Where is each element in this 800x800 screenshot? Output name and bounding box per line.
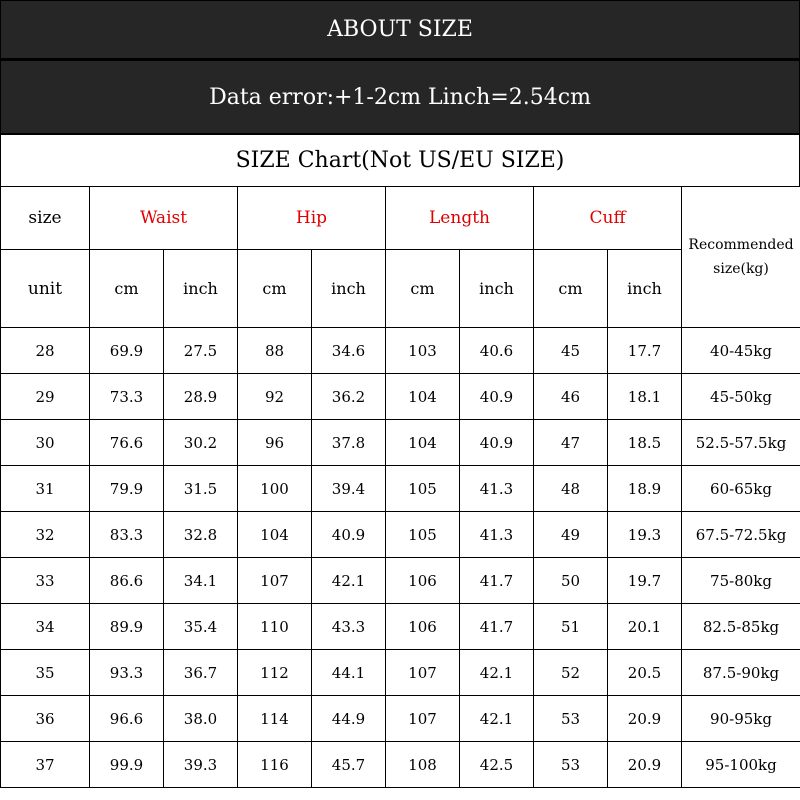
size-cell: 30	[1, 420, 90, 466]
waist-inch-cell: 28.9	[164, 374, 238, 420]
hip-cm-cell: 88	[238, 328, 312, 374]
length-inch-cell: 42.1	[460, 650, 534, 696]
length-cm-cell: 106	[386, 558, 460, 604]
hip-cm-cell: 104	[238, 512, 312, 558]
header-row-units	[1, 250, 800, 328]
size-cell: 33	[1, 558, 90, 604]
size-cell: 31	[1, 466, 90, 512]
waist-cm-cell: 76.6	[90, 420, 164, 466]
recommended-cell: 82.5-85kg	[682, 604, 800, 650]
header-row-groups	[1, 187, 800, 250]
hip-cm-cell: 116	[238, 742, 312, 788]
waist-cm-cell: 89.9	[90, 604, 164, 650]
waist-cm-cell: 73.3	[90, 374, 164, 420]
recommended-cell: 90-95kg	[682, 696, 800, 742]
waist-inch-cell: 30.2	[164, 420, 238, 466]
hip-inch-header: inch	[312, 250, 386, 328]
waist-inch-header: inch	[164, 250, 238, 328]
length-cm-cell: 104	[386, 374, 460, 420]
cuff-cm-header: cm	[534, 250, 608, 328]
cuff-header: Cuff	[534, 187, 682, 250]
cuff-cm-cell: 51	[534, 604, 608, 650]
waist-cm-cell: 93.3	[90, 650, 164, 696]
table-row	[1, 604, 800, 650]
recommended-size-header: Recommended size(kg)	[682, 187, 800, 328]
length-inch-cell: 41.3	[460, 512, 534, 558]
recommended-cell: 45-50kg	[682, 374, 800, 420]
cuff-inch-cell: 18.9	[608, 466, 682, 512]
waist-inch-cell: 32.8	[164, 512, 238, 558]
cuff-cm-cell: 53	[534, 696, 608, 742]
hip-inch-cell: 40.9	[312, 512, 386, 558]
hip-inch-cell: 44.1	[312, 650, 386, 696]
size-chart-title-bar	[0, 134, 800, 187]
cuff-inch-cell: 19.3	[608, 512, 682, 558]
length-cm-cell: 105	[386, 466, 460, 512]
hip-cm-cell: 100	[238, 466, 312, 512]
table-row	[1, 420, 800, 466]
data-error-text: Data error:+1-2cm Linch=2.54cm	[209, 84, 591, 110]
cuff-cm-cell: 53	[534, 742, 608, 788]
waist-inch-cell: 39.3	[164, 742, 238, 788]
cuff-inch-cell: 20.9	[608, 742, 682, 788]
size-cell: 34	[1, 604, 90, 650]
hip-inch-cell: 43.3	[312, 604, 386, 650]
hip-inch-cell: 37.8	[312, 420, 386, 466]
recommended-cell: 75-80kg	[682, 558, 800, 604]
table-row	[1, 696, 800, 742]
hip-cm-header: cm	[238, 250, 312, 328]
cuff-inch-header: inch	[608, 250, 682, 328]
size-cell: 28	[1, 328, 90, 374]
hip-cm-cell: 112	[238, 650, 312, 696]
waist-cm-cell: 83.3	[90, 512, 164, 558]
table-row	[1, 328, 800, 374]
hip-cm-cell: 114	[238, 696, 312, 742]
hip-cm-cell: 92	[238, 374, 312, 420]
table-row	[1, 374, 800, 420]
cuff-inch-cell: 17.7	[608, 328, 682, 374]
cuff-inch-cell: 19.7	[608, 558, 682, 604]
cuff-cm-cell: 50	[534, 558, 608, 604]
recommended-cell: 52.5-57.5kg	[682, 420, 800, 466]
table-row	[1, 512, 800, 558]
cuff-inch-cell: 20.1	[608, 604, 682, 650]
waist-cm-cell: 86.6	[90, 558, 164, 604]
length-inch-cell: 41.3	[460, 466, 534, 512]
length-inch-cell: 42.1	[460, 696, 534, 742]
waist-inch-cell: 31.5	[164, 466, 238, 512]
cuff-cm-cell: 52	[534, 650, 608, 696]
hip-cm-cell: 107	[238, 558, 312, 604]
hip-cm-cell: 96	[238, 420, 312, 466]
about-size-title: ABOUT SIZE	[327, 17, 473, 42]
hip-inch-cell: 39.4	[312, 466, 386, 512]
size-chart-title: SIZE Chart(Not US/EU SIZE)	[235, 148, 565, 173]
cuff-cm-cell: 46	[534, 374, 608, 420]
length-cm-cell: 108	[386, 742, 460, 788]
length-inch-cell: 40.9	[460, 420, 534, 466]
table-row	[1, 742, 800, 788]
cuff-cm-cell: 45	[534, 328, 608, 374]
hip-inch-cell: 45.7	[312, 742, 386, 788]
waist-cm-cell: 96.6	[90, 696, 164, 742]
size-chart-table	[0, 186, 800, 788]
size-label: size	[1, 187, 90, 250]
cuff-inch-cell: 20.5	[608, 650, 682, 696]
hip-inch-cell: 34.6	[312, 328, 386, 374]
hip-inch-cell: 44.9	[312, 696, 386, 742]
size-cell: 32	[1, 512, 90, 558]
waist-inch-cell: 38.0	[164, 696, 238, 742]
length-cm-header: cm	[386, 250, 460, 328]
data-error-note	[0, 59, 800, 134]
length-cm-cell: 104	[386, 420, 460, 466]
table-row	[1, 650, 800, 696]
length-inch-header: inch	[460, 250, 534, 328]
waist-inch-cell: 34.1	[164, 558, 238, 604]
waist-cm-header: cm	[90, 250, 164, 328]
cuff-cm-cell: 48	[534, 466, 608, 512]
unit-label: unit	[1, 250, 90, 328]
length-cm-cell: 103	[386, 328, 460, 374]
hip-inch-cell: 36.2	[312, 374, 386, 420]
length-cm-cell: 107	[386, 696, 460, 742]
length-inch-cell: 40.9	[460, 374, 534, 420]
length-cm-cell: 106	[386, 604, 460, 650]
waist-inch-cell: 35.4	[164, 604, 238, 650]
recommended-cell: 40-45kg	[682, 328, 800, 374]
length-header: Length	[386, 187, 534, 250]
cuff-inch-cell: 18.5	[608, 420, 682, 466]
recommended-cell: 67.5-72.5kg	[682, 512, 800, 558]
length-inch-cell: 40.6	[460, 328, 534, 374]
length-cm-cell: 105	[386, 512, 460, 558]
waist-inch-cell: 27.5	[164, 328, 238, 374]
length-inch-cell: 41.7	[460, 558, 534, 604]
cuff-cm-cell: 49	[534, 512, 608, 558]
recommended-cell: 87.5-90kg	[682, 650, 800, 696]
recommended-cell: 60-65kg	[682, 466, 800, 512]
waist-header: Waist	[90, 187, 238, 250]
waist-inch-cell: 36.7	[164, 650, 238, 696]
size-cell: 37	[1, 742, 90, 788]
hip-header: Hip	[238, 187, 386, 250]
table-row	[1, 558, 800, 604]
cuff-inch-cell: 20.9	[608, 696, 682, 742]
cuff-cm-cell: 47	[534, 420, 608, 466]
size-cell: 35	[1, 650, 90, 696]
length-cm-cell: 107	[386, 650, 460, 696]
size-cell: 36	[1, 696, 90, 742]
length-inch-cell: 42.5	[460, 742, 534, 788]
cuff-inch-cell: 18.1	[608, 374, 682, 420]
waist-cm-cell: 79.9	[90, 466, 164, 512]
waist-cm-cell: 69.9	[90, 328, 164, 374]
about-size-header	[0, 0, 800, 59]
size-cell: 29	[1, 374, 90, 420]
table-row	[1, 466, 800, 512]
hip-cm-cell: 110	[238, 604, 312, 650]
waist-cm-cell: 99.9	[90, 742, 164, 788]
recommended-cell: 95-100kg	[682, 742, 800, 788]
length-inch-cell: 41.7	[460, 604, 534, 650]
hip-inch-cell: 42.1	[312, 558, 386, 604]
